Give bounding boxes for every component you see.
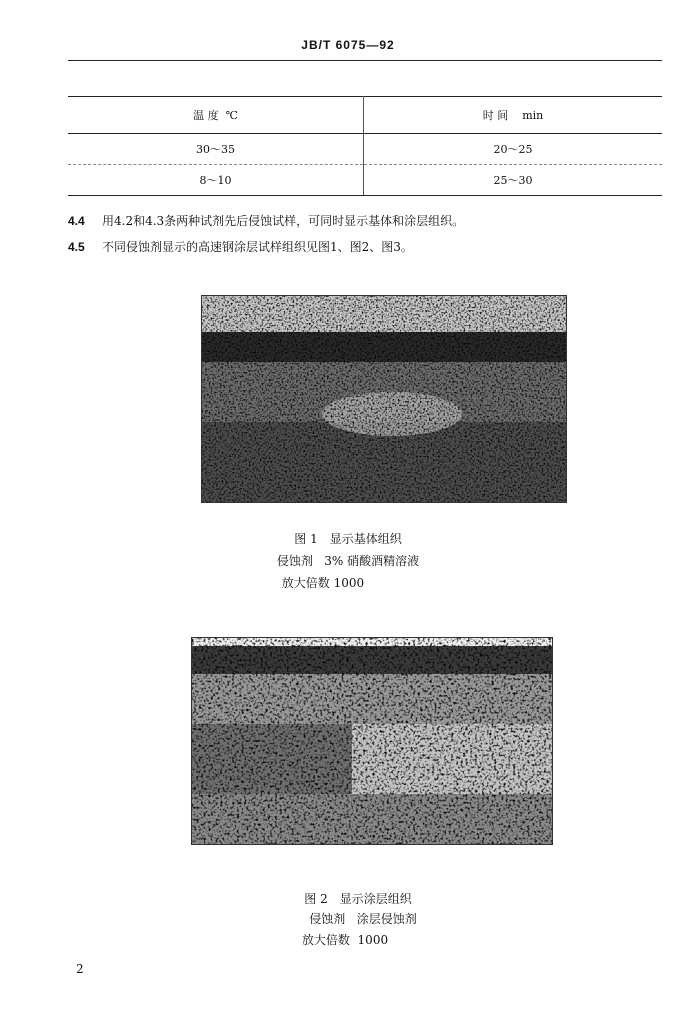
header-time-label: 时 间 — [482, 109, 509, 122]
header-time — [364, 97, 663, 134]
table-row — [68, 165, 662, 196]
header-time-unit: min — [522, 109, 544, 122]
header-temperature-label: 温 度 — [193, 109, 219, 122]
clause-number: 4.4 — [68, 214, 85, 228]
table-header-row — [68, 97, 662, 134]
etchant-value: 3% 硝酸酒精溶液 — [324, 554, 420, 568]
table-cell: 30～35 — [68, 134, 364, 165]
figure-2-micrograph — [191, 637, 553, 845]
figure-1-magnification — [0, 574, 646, 591]
etchant-label: 侵蚀剂 — [309, 912, 346, 926]
temperature-time-table — [68, 96, 662, 196]
figure-1-title: 图 1 显示基体组织 — [294, 532, 402, 546]
clause-text: 不同侵蚀剂显示的高速钢涂层试样组织见图1、图2、图3。 — [102, 240, 413, 254]
header-temperature — [68, 97, 364, 134]
figure-2-magnification — [0, 931, 690, 948]
etchant-value: 涂层侵蚀剂 — [356, 912, 417, 926]
magnification-label: 放大倍数 — [281, 576, 330, 590]
clause-number: 4.5 — [68, 240, 85, 254]
magnification-value: 1000 — [357, 933, 389, 947]
figure-2-title: 图 2 显示涂层组织 — [304, 892, 412, 906]
clause-text: 用4.2和4.3条两种试剂先后侵蚀试样，可同时显示基体和涂层组织。 — [102, 214, 465, 228]
table-cell: 8～10 — [68, 165, 364, 196]
magnification-label: 放大倍数 — [301, 933, 350, 947]
clause-4-5 — [68, 238, 413, 255]
clause-4-4 — [68, 212, 464, 229]
table-row — [68, 134, 662, 165]
header-rule — [68, 60, 662, 61]
etchant-label: 侵蚀剂 — [276, 554, 313, 568]
page-number: 2 — [76, 962, 84, 976]
figure-1-micrograph — [201, 295, 567, 503]
figure-1-etchant — [0, 552, 696, 569]
magnification-value: 1000 — [333, 576, 365, 590]
figure-2-etchant — [0, 910, 696, 927]
header-temperature-unit: ℃ — [225, 109, 238, 122]
table-cell: 20～25 — [364, 134, 663, 165]
table-cell: 25～30 — [364, 165, 663, 196]
standard-code-header: JB/T 6075—92 — [301, 38, 395, 52]
